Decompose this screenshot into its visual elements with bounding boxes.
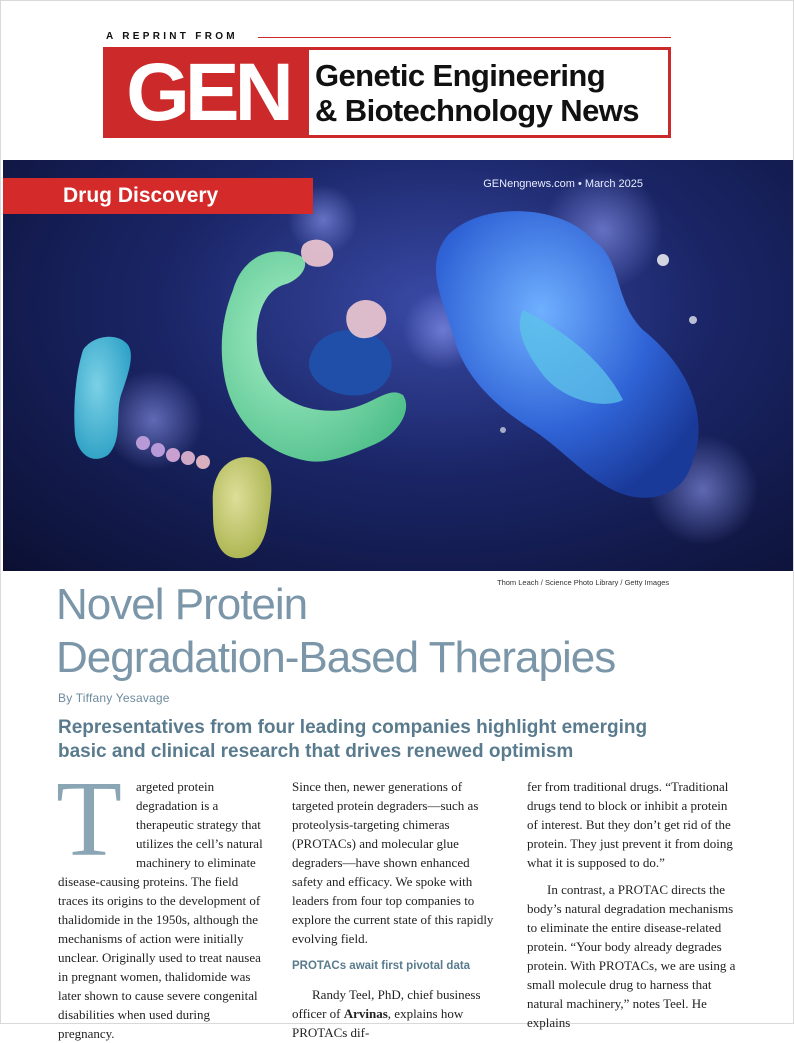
title-line-1: Novel Protein: [56, 580, 308, 629]
protein-illustration: [3, 160, 793, 571]
section-subhead: PROTACs await first pivotal data: [292, 960, 471, 972]
body-column-1: [56, 760, 268, 1043]
col2-p2-end: , explains how PROTACs dif-: [292, 1006, 464, 1040]
dek-line-2: basic and clinical research that drives renewed optimism: [58, 741, 574, 762]
gen-logo: [103, 47, 671, 138]
issue-line: GENengnews.com • March 2025: [483, 178, 643, 190]
col2-p2-start: Randy Teel, PhD, chief business officer of: [292, 987, 481, 1021]
logo-line-2: & Biotechnology News: [315, 93, 639, 128]
col2-paragraph-2: [292, 985, 502, 1042]
col1-text: argeted protein degradation is a therapeutic strategy that utilizes the cell’s natural machinery to eliminate disease-causing proteins. The field traces its origins to the development of thalidomide in the 1950s, although the mechanisms of action were initially unclear. Originally used to treat nausea in pregnant women, thalidomide was later shown to cause severe congenital disabilities when used during pregnancy.: [58, 779, 263, 1041]
article-title: [56, 578, 776, 684]
gen-logo-abbrev: GEN: [106, 50, 309, 135]
dek-line-1: Representatives from four leading companies highlight emerging: [58, 717, 648, 738]
drop-cap: T: [56, 760, 122, 879]
protein-structure-image: [3, 160, 793, 571]
reprint-label: A REPRINT FROM: [106, 31, 238, 42]
title-line-2: Degradation-Based Therapies: [56, 633, 616, 682]
col3-paragraph-1: fer from traditional drugs. “Traditional drugs tend to block or inhibit a protein of interest. But they don’t get rid of the protein. They just prevent it from doing what it is supposed to do.”: [527, 779, 733, 870]
body-column-3: [527, 777, 739, 1032]
body-column-2: [292, 777, 502, 1042]
col2-paragraph-1: Since then, newer generations of targeted protein degraders—such as proteolysis-targeting chimeras (PROTACs) and molecular glue degraders—have shown enhanced safety and efficacy. We spoke with leaders from four top companies to explore the current state of this rapidly evolving field.: [292, 779, 494, 946]
byline: By Tiffany Yesavage: [58, 691, 170, 705]
photo-credit: Thom Leach / Science Photo Library / Getty Images: [497, 578, 670, 587]
gen-logo-name: [315, 58, 639, 128]
company-name: Arvinas: [343, 1006, 388, 1021]
col3-paragraph-2: In contrast, a PROTAC directs the body’s natural degradation mechanisms to eliminate the entire disease-related protein. “Your body already degrades protein. With PROTACs, we are using a small molecule drug to harness that natural machinery,” notes Teel. He explains: [527, 882, 736, 1030]
section-label: Drug Discovery: [3, 178, 313, 214]
logo-line-1: Genetic Engineering: [315, 58, 606, 93]
article-dek: [58, 716, 678, 764]
reprint-rule: [258, 37, 671, 38]
